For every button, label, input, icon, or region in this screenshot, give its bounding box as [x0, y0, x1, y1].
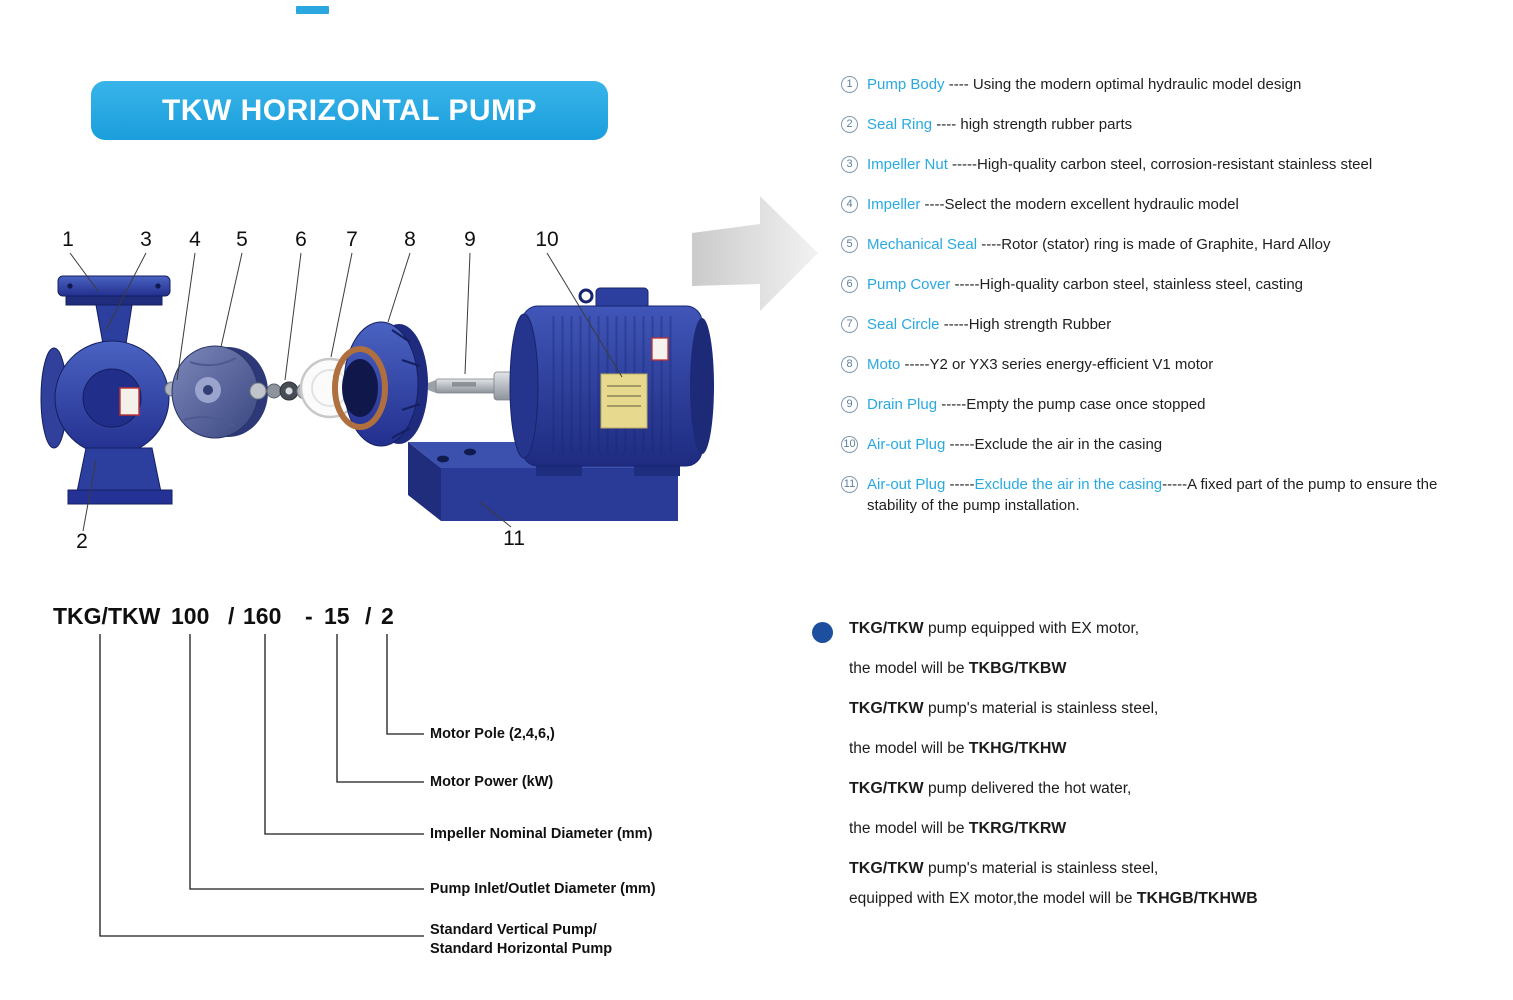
model-segment-impeller: 160: [243, 603, 282, 629]
part-description: Air-out Plug -----Exclude the air in the casing-----A fixed part of the pump to ensure the stability of the pump installation.: [867, 476, 1438, 514]
callout-label-standard-line-2: Standard Horizontal Pump: [430, 941, 613, 957]
part-number-badge: 9: [841, 396, 858, 413]
part-number-9: 9: [464, 228, 476, 251]
callout-label-standard-line-1: Standard Vertical Pump/: [430, 922, 597, 938]
part-name: Impeller: [867, 196, 921, 213]
part-description: Drain Plug -----Empty the pump case once stopped: [867, 396, 1206, 413]
part-name: Drain Plug: [867, 396, 938, 413]
parts-list-item: [841, 354, 1491, 375]
motor: [510, 288, 714, 476]
part-description: Pump Cover -----High-quality carbon steel, stainless steel, casting: [867, 276, 1304, 293]
part-description: Mechanical Seal ----Rotor (stator) ring is made of Graphite, Hard Alloy: [867, 236, 1331, 253]
parts-list-item: [841, 274, 1491, 295]
note-line: equipped with EX motor,the model will be TKHGB/TKHWB: [849, 890, 1258, 907]
parts-list-item: [841, 114, 1491, 135]
callout-label-standard-pump: [430, 921, 612, 959]
part-number-1: 1: [62, 228, 74, 251]
part-number-10: 10: [535, 228, 559, 251]
part-number-2: 2: [76, 530, 88, 553]
part-number-badge: 5: [841, 236, 858, 253]
part-number-badge: 1: [841, 76, 858, 93]
part-number-4: 4: [189, 228, 201, 251]
parts-list-item: [841, 154, 1491, 175]
exploded-pump-diagram: [0, 0, 840, 580]
part-description: Impeller Nut -----High-quality carbon steel, corrosion-resistant stainless steel: [867, 156, 1373, 173]
note-line: the model will be TKRG/TKRW: [849, 820, 1067, 837]
part-number-5: 5: [236, 228, 248, 251]
part-number-11: 11: [503, 527, 525, 550]
model-segment-power: 15: [324, 603, 350, 629]
part-number-8: 8: [404, 228, 416, 251]
notes-lines: [849, 618, 1504, 928]
note-line: the model will be TKBG/TKBW: [849, 660, 1067, 677]
bullet-dot: [812, 622, 833, 643]
part-description: Impeller ----Select the modern excellent hydraulic model: [867, 196, 1239, 213]
part-name: Mechanical Seal: [867, 236, 978, 253]
part-description: Moto -----Y2 or YX3 series energy-efficient V1 motor: [867, 356, 1214, 373]
part-number-badge: 4: [841, 196, 858, 213]
part-number-badge: 3: [841, 156, 858, 173]
part-name: Air-out Plug: [867, 476, 946, 493]
note-line: TKG/TKW pump delivered the hot water,: [849, 780, 1132, 797]
model-segment-inlet: 100: [171, 603, 210, 629]
part-number-3: 3: [140, 228, 152, 251]
part-description: Pump Body ---- Using the modern optimal hydraulic model design: [867, 76, 1302, 93]
callout-label-motor-power: Motor Power (kW): [430, 774, 554, 790]
page-title: TKW HORIZONTAL PUMP: [161, 93, 538, 127]
callout-label-impeller-diameter: Impeller Nominal Diameter (mm): [430, 826, 653, 842]
callout-label-motor-pole: Motor Pole (2,4,6,): [430, 726, 555, 742]
part-description: Seal Ring ---- high strength rubber parts: [867, 116, 1133, 133]
part-number-badge: 6: [841, 276, 858, 293]
part-name: Air-out Plug: [867, 436, 946, 453]
parts-list-item: [841, 474, 1491, 516]
parts-list-item: [841, 434, 1491, 455]
parts-list-item: [841, 234, 1491, 255]
note-line: TKG/TKW pump's material is stainless steel,: [849, 860, 1159, 877]
callout-label-inlet-outlet: Pump Inlet/Outlet Diameter (mm): [430, 881, 656, 897]
part-name: Moto: [867, 356, 901, 373]
pump-body: [41, 276, 172, 504]
part-number-badge: 11: [841, 476, 858, 493]
model-segment-series: TKG/TKW: [53, 603, 161, 629]
part-number-7: 7: [346, 228, 358, 251]
part-description: Air-out Plug -----Exclude the air in the casing: [867, 436, 1163, 453]
part-description: Seal Circle -----High strength Rubber: [867, 316, 1112, 333]
model-segment-slash-2: /: [365, 603, 372, 629]
note-line: TKG/TKW pump's material is stainless steel,: [849, 700, 1159, 717]
part-number-badge: 10: [841, 436, 858, 453]
part-number-6: 6: [295, 228, 307, 251]
part-name: Pump Cover: [867, 276, 951, 293]
note-line: TKG/TKW pump equipped with EX motor,: [849, 620, 1140, 637]
part-number-badge: 8: [841, 356, 858, 373]
model-segment-slash-1: /: [228, 603, 235, 629]
part-number-badge: 2: [841, 116, 858, 133]
parts-list-item: [841, 194, 1491, 215]
parts-list: [841, 74, 1491, 535]
note-line: the model will be TKHG/TKHW: [849, 740, 1067, 757]
pump-cover: [335, 322, 428, 446]
part-description-accent: Exclude the air in the casing: [974, 476, 1163, 493]
part-name: Seal Circle: [867, 316, 940, 333]
part-name: Pump Body: [867, 76, 945, 93]
part-number-badge: 7: [841, 316, 858, 333]
parts-list-item: [841, 314, 1491, 335]
model-segment-pole: 2: [381, 603, 394, 629]
part-name: Seal Ring: [867, 116, 933, 133]
model-segment-dash: -: [305, 603, 313, 629]
part-name: Impeller Nut: [867, 156, 948, 173]
parts-list-item: [841, 74, 1491, 95]
flow-arrow: [692, 196, 818, 311]
parts-list-item: [841, 394, 1491, 415]
